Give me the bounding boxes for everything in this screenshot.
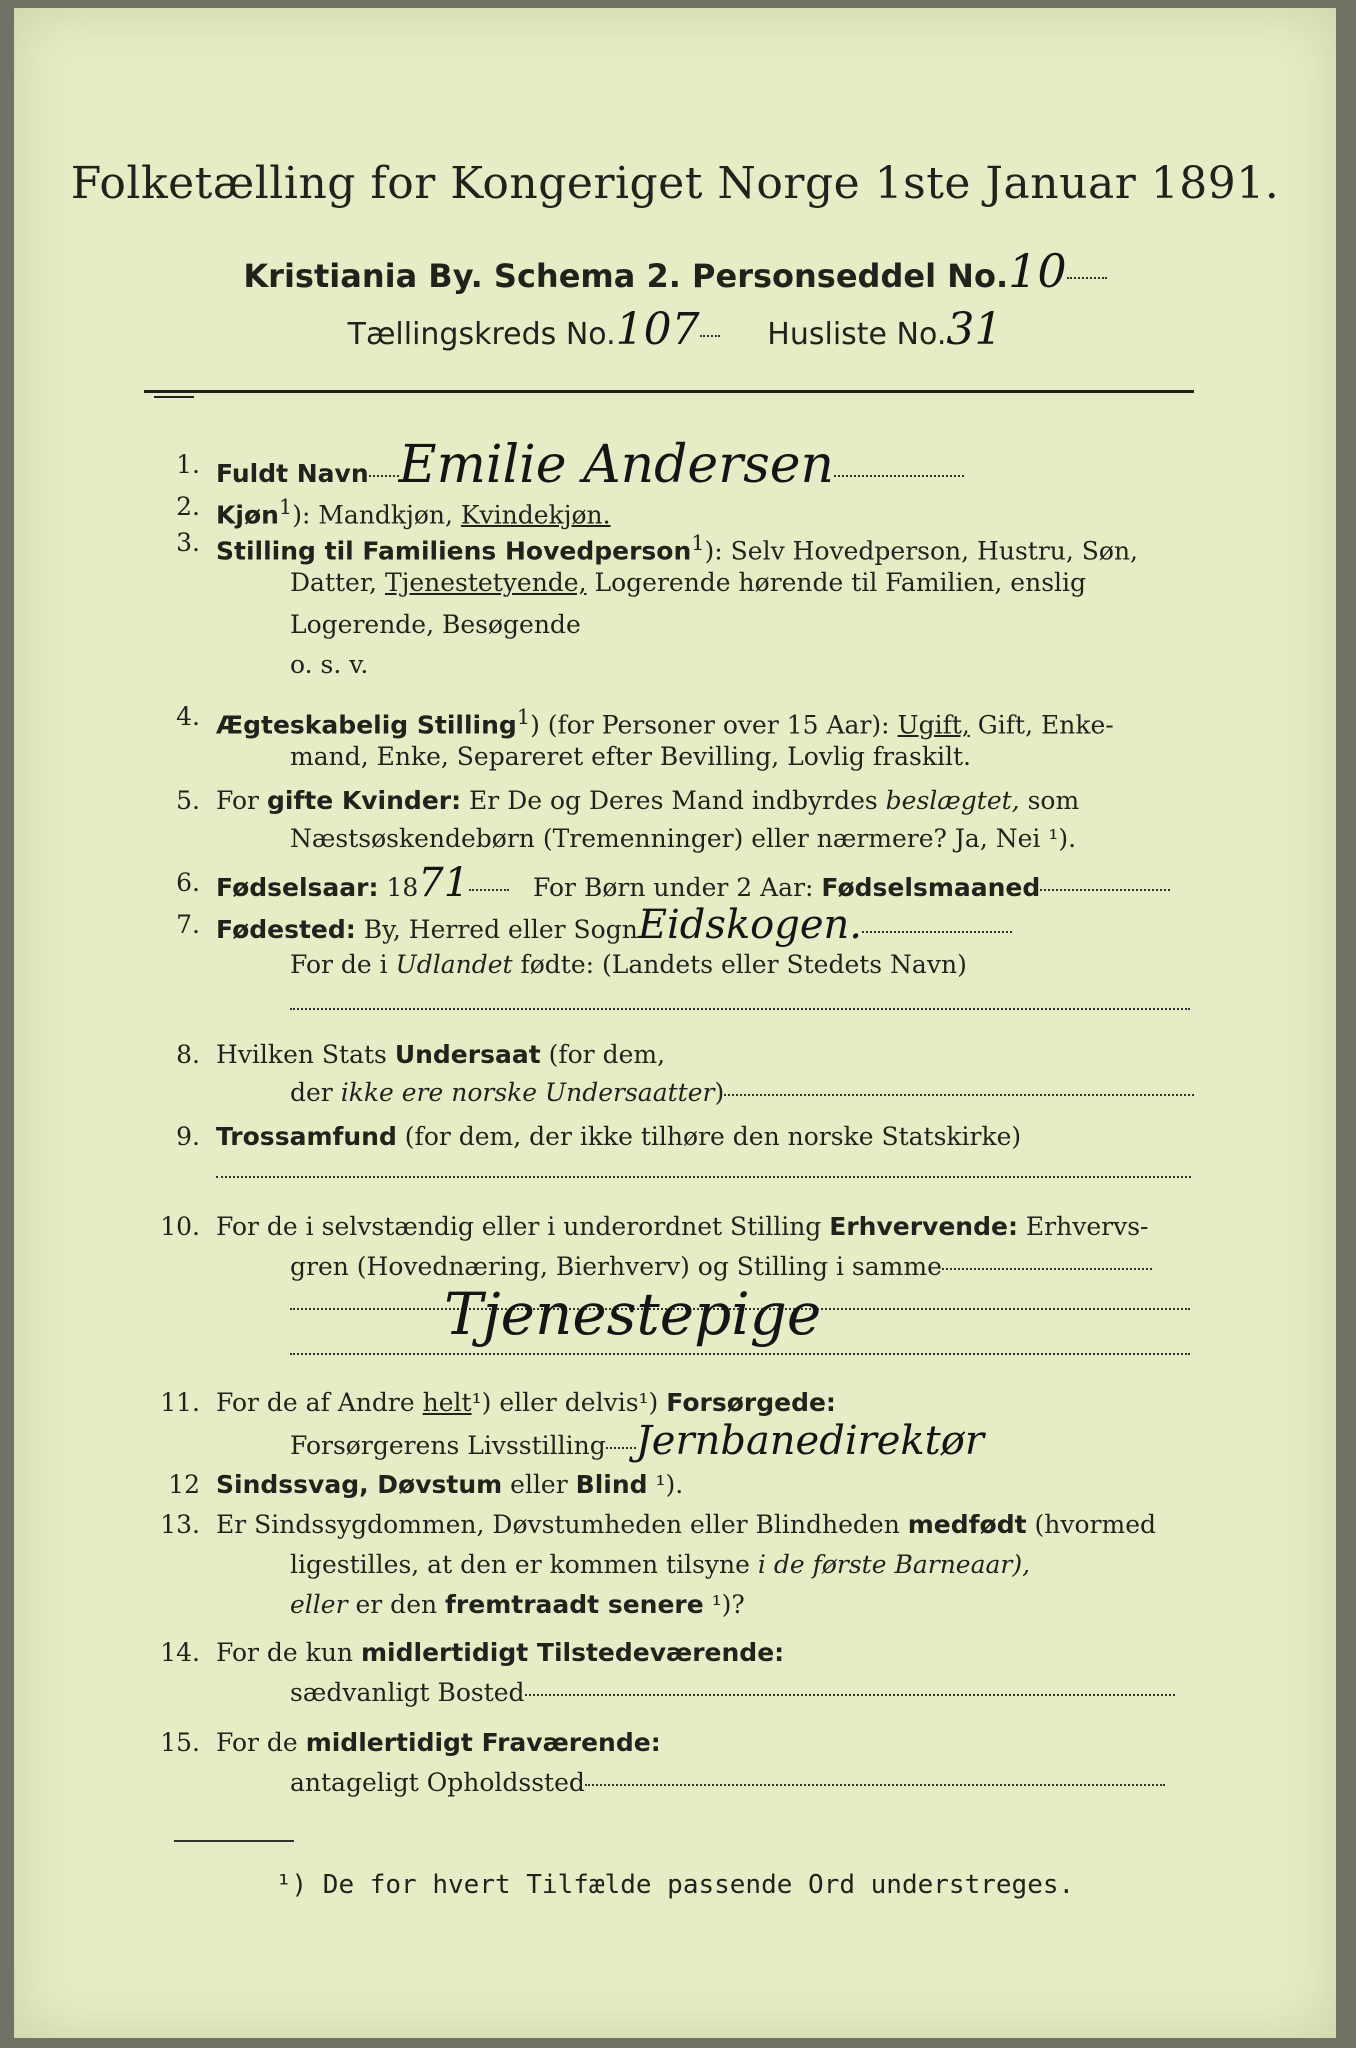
occupation-value: Tjenestepige xyxy=(444,1280,822,1348)
item-number: 1. xyxy=(176,450,200,479)
religion-label: Trossamfund xyxy=(216,1122,397,1151)
krets-number: 107 xyxy=(615,304,700,355)
birthplace-value: Eidskogen. xyxy=(637,902,863,948)
krets-label: Tællingskreds No. xyxy=(347,317,616,352)
birthplace-label: Fødested: xyxy=(216,915,356,944)
header-rule xyxy=(144,390,1194,393)
header-rule-short xyxy=(154,396,194,398)
subheading-prefix: Kristiania By. Schema 2. Personseddel No. xyxy=(243,257,1009,295)
full-name-value: Emilie Andersen xyxy=(398,435,835,495)
birth-year-label: Fødselsaar: xyxy=(216,873,379,902)
support-selected: helt xyxy=(422,1388,472,1417)
form-subheading xyxy=(14,244,1336,298)
dotted-line xyxy=(290,1008,1190,1010)
family-position-label: Stilling til Familiens Hovedperson xyxy=(216,536,692,566)
census-form: Folketælling for Kongeriget Norge 1ste Januar 1891. Kristiania By. Schema 2. Personseddel No.10 Tællingskreds No.107 Husliste No.31 1. Fuldt Navn Emilie Andersen 2. Kjøn$^1$): Mandkjøn, Kvindekjøn. 3. Stilling til Familiens Hovedperson$^1$): Selv Hovedperson, Hustru, Søn, Datter, Tjenestetyende, Logerende hørende til Familien, enslig Logerende, Besøgende o. s. v. 4. Ægteskabelig Stilling$^1$) (for Personer over 15 Aar): Ugift, Gift, Enke- mand, Enke, Separeret efter Bevilling, Lovlig fraskilt. 5. For gifte Kvinder: Er De og Deres Mand indbyrdes beslægtet, som Næstsøskendebørn (Tremenninger) eller nærmere? Ja, Nei ¹). 6. Fødselsaar: 1871 For Børn under 2 Aar: Fødselsmaaned 7. Fødested: By, Herred eller SognEidskogen. For de i Udlandet fødte: (Landets eller Stedets Navn) 8. Hvilken Stats Undersaat (for dem, der ikke ere norske Undersaatter) 9. Trossamfund (for dem, der ikke tilhøre den norske Statskirke) 10. For de i selvstændig eller i underordnet Stilling Erhvervende: Erhvervs- gren (Hovednæring, Bierhverv) og Stilling i samme Tjenestepige 11. For de af Andre helt¹) eller delvis¹) Forsørgede: Forsørgerens Livsstilling Jernbanedirektør 12 Sindssvag, Døvstum eller Blind ¹). 13. Er Sindssygdommen, Døvstumheden eller Blindheden medfødt (hvormed ligestilles, at den er kommen tilsyne i de første Barneaar), eller er den fremtraadt senere ¹)? 14. For de kun midlertidigt Tilstedeværende: sædvanligt Bosted 15. For de midlertidigt Fraværende: antageligt Opholdssted ¹) De for hvert Tilfælde passende Ord understreges. xyxy=(14,8,1336,2038)
full-name-label: Fuldt Navn xyxy=(216,459,369,488)
husliste-label: Husliste No. xyxy=(767,317,947,352)
sex-selected: Kvindekjøn. xyxy=(460,500,611,530)
footnote: ¹) De for hvert Tilfælde passende Ord understreges. xyxy=(275,1870,1075,1900)
husliste-number: 31 xyxy=(946,304,1003,355)
marital-status-label: Ægteskabelig Stilling xyxy=(216,710,517,740)
family-position-selected: Tjenestetyende, xyxy=(384,568,587,597)
footnote-rule xyxy=(174,1840,294,1842)
form-subheading-2 xyxy=(14,304,1336,355)
form-title: Folketælling for Kongeriget Norge 1ste Januar 1891. xyxy=(70,158,1280,209)
birth-year-value: 71 xyxy=(418,860,470,906)
personseddel-number: 10 xyxy=(1008,244,1067,298)
provider-occupation-value: Jernbanedirektør xyxy=(635,1418,984,1464)
dotted-line xyxy=(216,1176,1191,1178)
sex-label: Kjøn xyxy=(216,500,279,530)
marital-status-selected: Ugift, xyxy=(897,710,970,740)
